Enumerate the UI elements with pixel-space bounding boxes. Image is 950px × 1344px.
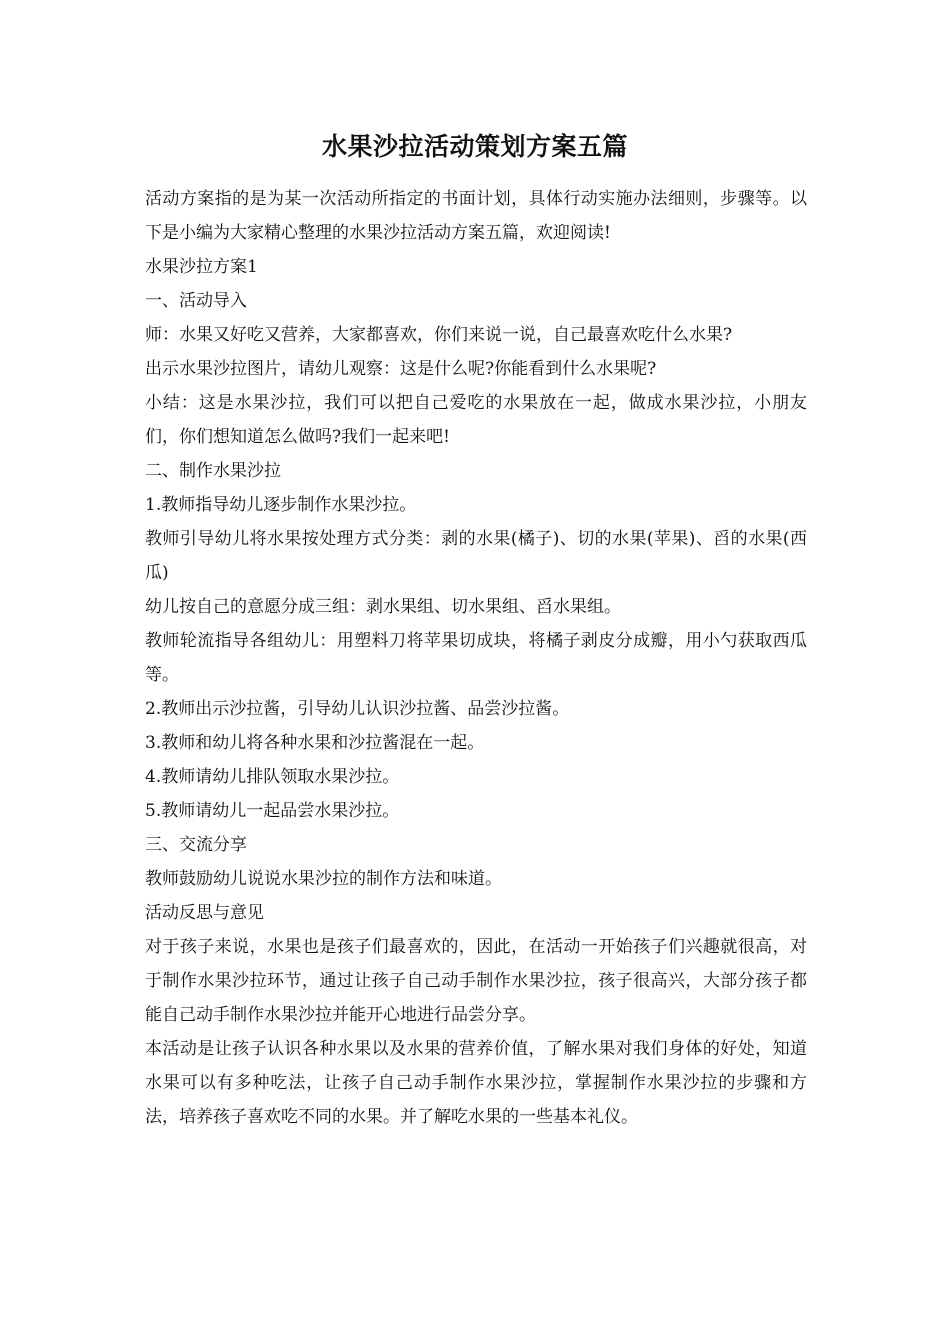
section-heading-plan-1: 水果沙拉方案1 — [145, 257, 258, 277]
paragraph: 小结：这是水果沙拉，我们可以把自己爱吃的水果放在一起，做成水果沙拉，小朋友们，你们想知道怎么做吗?我们一起来吧! — [145, 393, 807, 447]
paragraph: 出示水果沙拉图片，请幼儿观察：这是什么呢?你能看到什么水果呢? — [145, 359, 657, 379]
step-item: 1.教师指导幼儿逐步制作水果沙拉。 — [145, 495, 417, 515]
paragraph: 对于孩子来说，水果也是孩子们最喜欢的，因此，在活动一开始孩子们兴趣就很高，对于制作水果沙拉环节，通过让孩子自己动手制作水果沙拉，孩子很高兴，大部分孩子都能自己动手制作水果沙拉并能开心地进行品尝分享。 — [145, 937, 807, 1025]
step-item: 3.教师和幼儿将各种水果和沙拉酱混在一起。 — [145, 733, 485, 753]
document-title: 水果沙拉活动策划方案五篇 — [321, 132, 628, 161]
paragraph: 教师轮流指导各组幼儿：用塑料刀将苹果切成块，将橘子剥皮分成瓣，用小勺获取西瓜等。 — [145, 631, 807, 685]
subheading-reflection: 活动反思与意见 — [145, 903, 264, 923]
step-item: 4.教师请幼儿排队领取水果沙拉。 — [145, 767, 400, 787]
subheading-making-salad: 二、制作水果沙拉 — [145, 461, 281, 481]
paragraph: 教师引导幼儿将水果按处理方式分类：剥的水果(橘子)、切的水果(苹果)、舀的水果(西瓜) — [145, 529, 807, 583]
paragraph: 教师鼓励幼儿说说水果沙拉的制作方法和味道。 — [145, 869, 502, 889]
step-item: 2.教师出示沙拉酱，引导幼儿认识沙拉酱、品尝沙拉酱。 — [145, 699, 570, 719]
subheading-sharing: 三、交流分享 — [145, 835, 247, 855]
intro-paragraph: 活动方案指的是为某一次活动所指定的书面计划，具体行动实施办法细则，步骤等。以下是小编为大家精心整理的水果沙拉活动方案五篇，欢迎阅读! — [145, 189, 807, 243]
paragraph: 师：水果又好吃又营养，大家都喜欢，你们来说一说，自己最喜欢吃什么水果? — [145, 325, 733, 345]
paragraph: 本活动是让孩子认识各种水果以及水果的营养价值，了解水果对我们身体的好处，知道水果可以有多种吃法，让孩子自己动手制作水果沙拉，掌握制作水果沙拉的步骤和方法，培养孩子喜欢吃不同的水果。并了解吃水果的一些基本礼仪。 — [145, 1039, 807, 1127]
document-body — [145, 182, 807, 1134]
paragraph: 幼儿按自己的意愿分成三组：剥水果组、切水果组、舀水果组。 — [145, 597, 621, 617]
step-item: 5.教师请幼儿一起品尝水果沙拉。 — [145, 801, 400, 821]
subheading-activity-intro: 一、活动导入 — [145, 291, 247, 311]
